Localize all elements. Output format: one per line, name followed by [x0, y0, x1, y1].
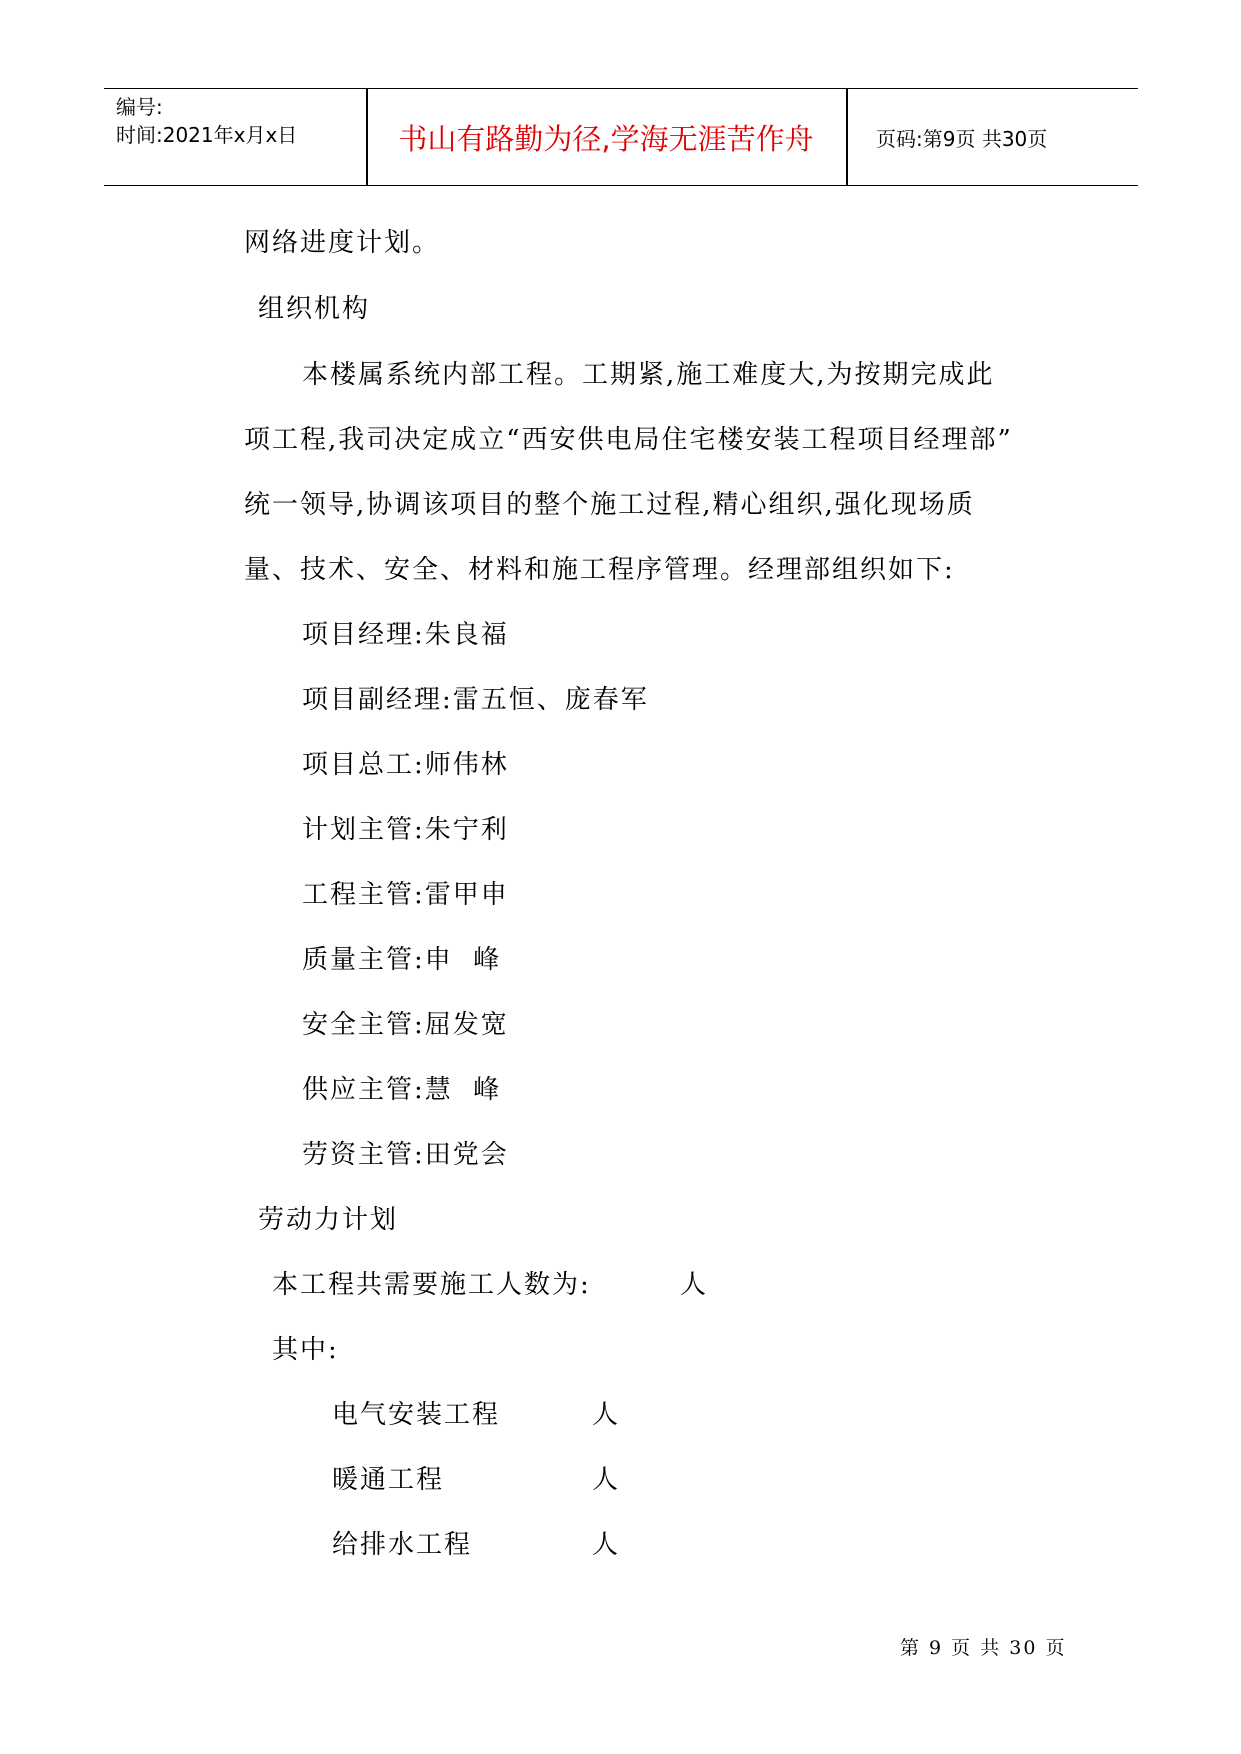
unit-label: 人 [592, 1530, 621, 1560]
total-workers-label: 本工程共需要施工人数为: [272, 1270, 591, 1300]
role-item: 质量主管:申 峰 [302, 945, 502, 975]
role-item: 计划主管:朱宁利 [302, 815, 509, 845]
paragraph-line: 项工程,我司决定成立“西安供电局住宅楼安装工程项目经理部” [244, 425, 1013, 455]
role-item: 劳资主管:田党会 [302, 1140, 509, 1170]
number-label: 编号: [116, 95, 163, 119]
paragraph-line: 本楼属系统内部工程。工期紧,施工难度大,为按期完成此 [302, 360, 995, 390]
time-label: 时间:2021年x月x日 [116, 123, 298, 147]
header-divider [846, 89, 848, 185]
role-item: 项目副经理:雷五恒、庞春军 [302, 685, 649, 715]
body-line: 网络进度计划。 [244, 228, 441, 258]
unit-label: 人 [680, 1270, 709, 1300]
header-page-label: 页码:第9页 共30页 [876, 126, 1048, 151]
section-heading-organization: 组织机构 [258, 294, 371, 324]
role-item: 工程主管:雷甲申 [302, 880, 509, 910]
labor-item: 暖通工程 [332, 1465, 445, 1495]
among-label: 其中: [272, 1335, 339, 1365]
role-item: 项目总工:师伟林 [302, 750, 509, 780]
header-motto: 书山有路勤为径,学海无涯苦作舟 [398, 121, 814, 156]
footer-page-number: 第 9 页 共 30 页 [900, 1637, 1067, 1659]
section-heading-labor: 劳动力计划 [258, 1205, 399, 1235]
labor-item: 电气安装工程 [332, 1400, 501, 1430]
role-item: 项目经理:朱良福 [302, 620, 509, 650]
paragraph-line: 量、技术、安全、材料和施工程序管理。经理部组织如下: [244, 555, 955, 585]
paragraph-line: 统一领导,协调该项目的整个施工过程,精心组织,强化现场质 [244, 490, 975, 520]
role-item: 安全主管:屈发宽 [302, 1010, 509, 1040]
header-meta [116, 93, 297, 149]
unit-label: 人 [592, 1400, 621, 1430]
role-item: 供应主管:慧 峰 [302, 1075, 502, 1105]
labor-item: 给排水工程 [332, 1530, 473, 1560]
page-header [104, 88, 1138, 186]
unit-label: 人 [592, 1465, 621, 1495]
